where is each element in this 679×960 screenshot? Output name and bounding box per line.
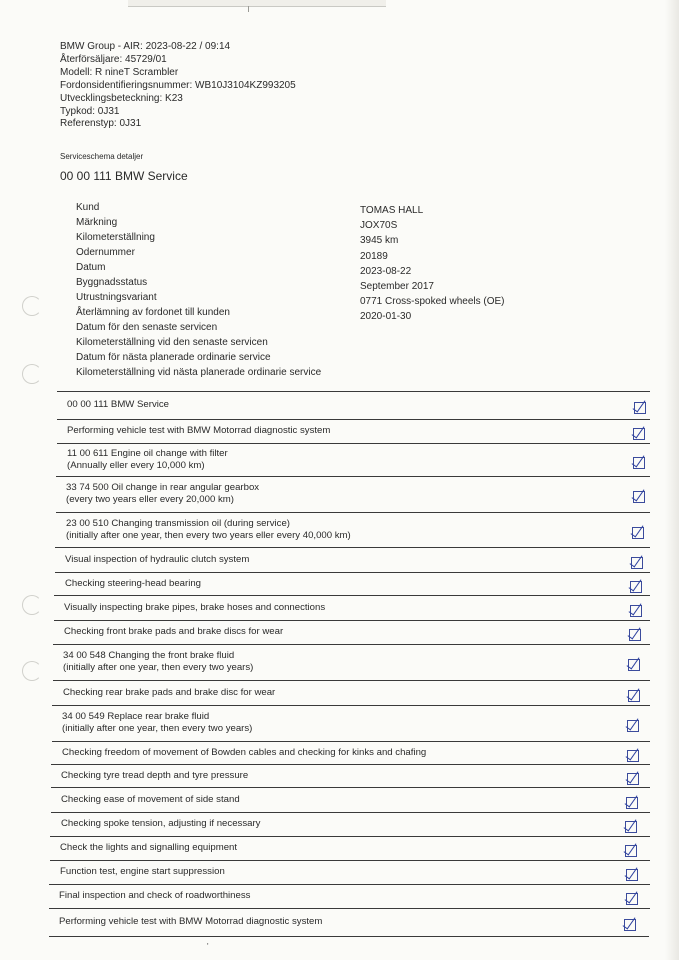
checkmark-icon[interactable] [629,629,641,641]
detail-value-date: 2023-08-22 [360,265,412,277]
checklist-item-line: Checking ease of movement of side stand [61,793,240,805]
checkmark-icon[interactable] [624,919,636,931]
row-divider [57,443,650,444]
header-line-ref-type: Referenstyp: 0J31 [60,118,142,130]
checkmark-icon[interactable] [625,821,637,833]
checklist-item-line: (initially after one year, then every two years) [63,662,254,673]
row-divider [52,741,650,742]
row-divider [50,860,650,861]
checklist-item-line: Visual inspection of hydraulic clutch system [65,553,250,565]
checklist-item-line: (initially after one year, then every two years eller every 40,000 km) [66,529,351,541]
header-line-type-code: Typkod: 0J31 [60,105,120,117]
row-divider [51,812,650,813]
detail-value-return: 2020-01-30 [360,311,412,323]
row-divider [57,391,650,392]
checkmark-icon[interactable] [626,869,638,881]
detail-value-equipment: 0771 Cross-spoked wheels (OE) [360,296,505,308]
service-title: 00 00 111 BMW Service [60,169,188,183]
row-divider [49,936,649,937]
detail-value-build: September 2017 [360,281,434,293]
row-divider [49,908,650,909]
checklist-item-line: (every two years eller every 20,000 km) [66,494,234,505]
checklist-item-line: Checking steering-head bearing [65,577,201,589]
detail-label: Odernummer [76,247,135,258]
checklist-item-line: 23 00 510 Changing transmission oil (during service) [66,517,290,529]
checklist-item-text [60,866,225,878]
detail-value-order: 20189 [360,250,388,262]
header-line-dev-code: Utvecklingsbeteckning: K23 [60,92,183,104]
checklist-item-line: 34 00 549 Replace rear brake fluid [62,711,210,722]
checklist-item-line: Checking freedom of movement of Bowden cables and checking for kinks and chafing [62,746,427,758]
row-divider [50,836,650,837]
checkmark-icon[interactable] [630,605,642,617]
checklist-item-line: 11 00 611 Engine oil change with filter [67,447,228,459]
checklist-item-line: 00 00 111 BMW Service [67,399,170,410]
checklist-item-text [66,482,259,506]
checkmark-icon[interactable] [633,491,645,503]
detail-label: Märkning [76,217,118,228]
header-line-model: Modell: R nineT Scrambler [60,66,179,78]
checklist-item-text [62,711,252,735]
checkmark-icon[interactable] [632,527,644,539]
schedule-label: Serviceschema detaljer [60,152,144,161]
row-divider [55,547,650,548]
checkmark-icon[interactable] [633,457,645,469]
checklist-item-line: Function test, engine start suppression [60,866,225,877]
header-line-vin: Fordonsidentifieringsnummer: WB10J3104KZ993205 [60,79,296,91]
checkmark-icon[interactable] [626,797,638,809]
checkmark-icon[interactable] [627,750,639,762]
checklist-item-text [59,890,250,902]
detail-value-mileage: 3945 km [360,235,399,247]
checklist-item-line: 34 00 548 Changing the front brake fluid [63,650,235,661]
checklist-item-line: Checking tyre tread depth and tyre pressure [61,769,249,781]
row-divider [56,512,650,513]
checklist-item-line: Final inspection and check of roadworthiness [59,890,251,901]
checklist-item-text [65,554,249,566]
checkmark-icon[interactable] [633,428,645,440]
row-divider [54,620,650,621]
header-line-air: BMW Group - AIR: 2023-08-22 / 09:14 [60,41,231,52]
checklist-item-text [67,448,228,472]
detail-label: Datum för nästa planerade ordinarie service [76,352,271,363]
checklist-item-text [67,399,169,411]
checklist-item-text [61,818,260,830]
detail-label: Byggnadsstatus [76,277,148,288]
detail-label: Kilometerställning [76,232,155,243]
row-divider [56,476,650,477]
checklist-item-text [62,747,426,759]
checkmark-icon[interactable] [630,581,642,593]
checklist-item-text [64,626,283,638]
checkmark-icon[interactable] [627,720,639,732]
checklist-item-text [63,650,253,674]
checkmark-icon[interactable] [628,690,640,702]
checklist-item-text [65,578,201,590]
detail-label: Utrustningsvariant [76,292,157,303]
checklist-item-line: Checking rear brake pads and brake disc for wear [63,686,276,698]
checklist-item-line: Performing vehicle test with BMW Motorrad diagnostic system [67,425,331,436]
checkmark-icon[interactable] [631,557,643,569]
detail-value-customer: TOMAS HALL [360,205,424,216]
detail-value-plate: JOX70S [360,220,398,232]
row-divider [55,572,650,573]
detail-label: Datum [76,262,106,273]
checklist-item-text [67,425,330,437]
row-divider [53,644,650,645]
detail-label: Datum för den senaste servicen [76,322,218,333]
checkmark-icon[interactable] [626,893,638,905]
checklist-item-text [61,794,240,806]
detail-label: Kilometerställning vid nästa planerade ordinarie service [76,367,322,378]
row-divider [52,705,650,706]
checklist-item-line: Checking front brake pads and brake discs for wear [64,626,284,637]
checklist-item-line: Visually inspecting brake pipes, brake hoses and connections [64,601,326,613]
row-divider [53,680,650,681]
checklist-item-line: (Annually eller every 10,000 km) [67,459,205,471]
row-divider [54,595,650,596]
checklist-item-text [59,916,322,928]
checkmark-icon[interactable] [634,402,646,414]
checkmark-icon[interactable] [627,773,639,785]
detail-label: Kilometerställning vid den senaste servicen [76,337,268,348]
detail-label: Återlämning av fordonet till kunden [76,307,230,318]
checklist-item-line: Checking spoke tension, adjusting if necessary [61,818,261,829]
checklist-item-line: Check the lights and signalling equipment [60,842,238,853]
checkmark-icon[interactable] [625,845,637,857]
checklist-item-text [61,770,248,782]
row-divider [57,419,650,420]
row-divider [51,764,650,765]
checklist-item-line: (initially after one year, then every two years) [62,723,253,734]
scan-speck: ' [207,942,209,951]
detail-label: Kund [76,202,100,213]
row-divider [49,884,650,885]
checklist-item-text [60,842,237,854]
header-line-dealer: Återförsäljare: 45729/01 [60,53,167,65]
row-divider [51,787,650,788]
checklist-item-text [64,602,325,614]
checkmark-icon[interactable] [628,659,640,671]
checklist-item-text [66,518,351,542]
checklist-item-text [63,687,275,699]
checklist-item-line: 33 74 500 Oil change in rear angular gearbox [66,482,260,493]
checklist-item-line: Performing vehicle test with BMW Motorrad diagnostic system [59,916,323,927]
